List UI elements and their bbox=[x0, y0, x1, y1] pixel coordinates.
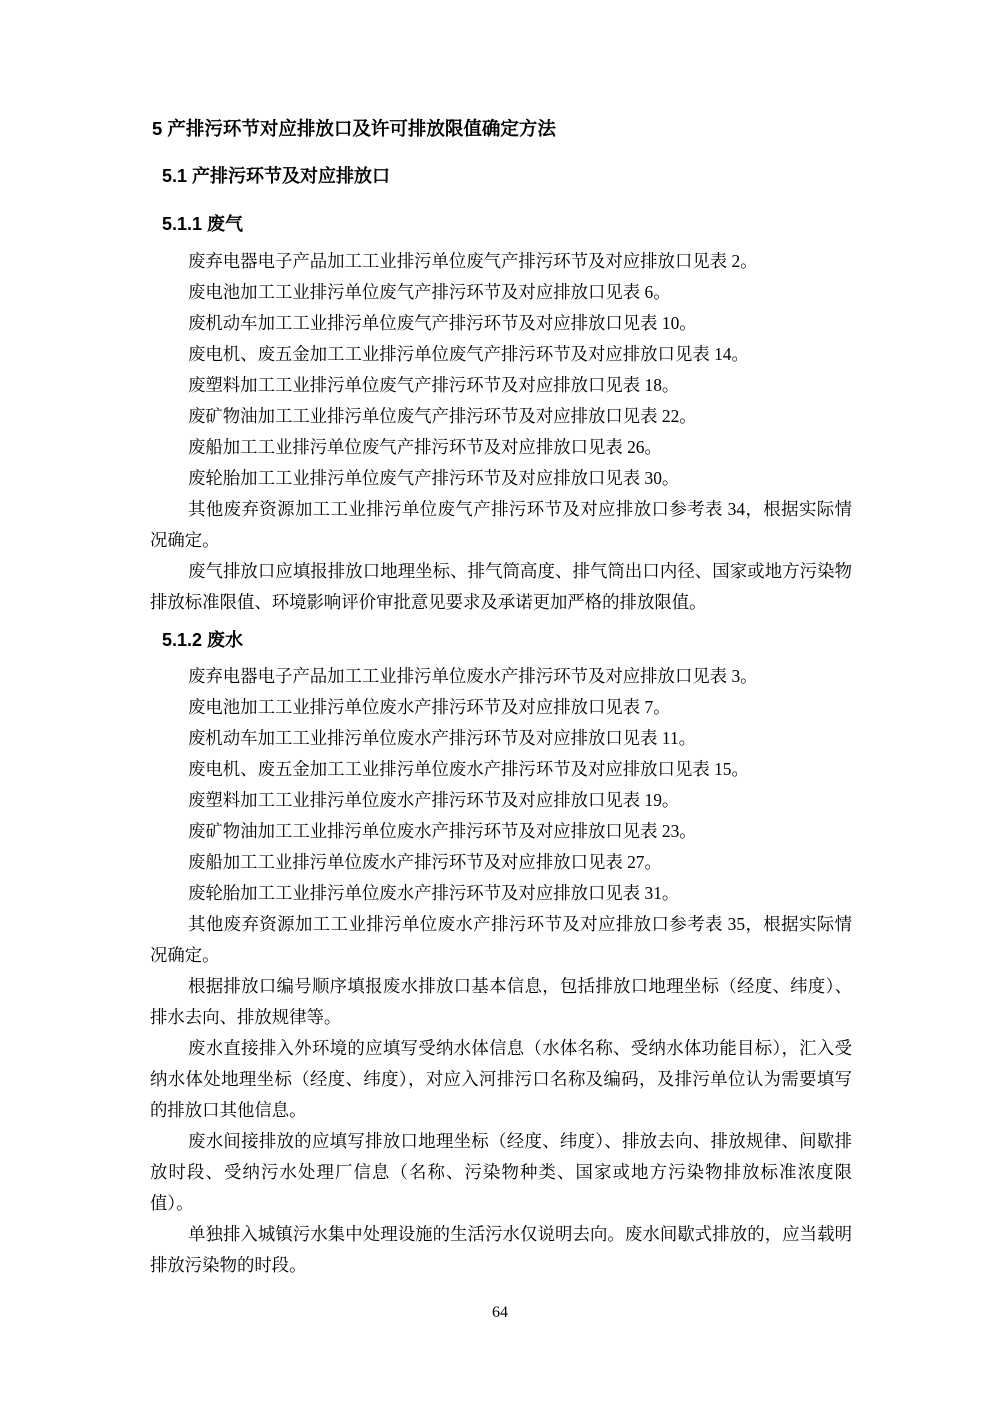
waste-water-paragraph-1: 废弃电器电子产品加工工业排污单位废水产排污环节及对应排放口见表 3。 bbox=[188, 666, 758, 686]
waste-water-paragraph-3: 废机动车加工工业排污单位废水产排污环节及对应排放口见表 11。 bbox=[188, 728, 697, 748]
waste-water-paragraph-13: 单独排入城镇污水集中处理设施的生活污水仅说明去向。废水间歇式排放的，应当载明排放污染物的时段。 bbox=[150, 1224, 852, 1275]
waste-gas-paragraph-9: 其他废弃资源加工工业排污单位废气产排污环节及对应排放口参考表 34，根据实际情况确定。 bbox=[150, 499, 852, 550]
waste-gas-paragraph-2: 废电池加工工业排污单位废气产排污环节及对应排放口见表 6。 bbox=[188, 282, 671, 302]
document-content bbox=[150, 0, 852, 1281]
waste-gas-paragraph-5: 废塑料加工工业排污单位废气产排污环节及对应排放口见表 18。 bbox=[188, 375, 680, 395]
waste-water-paragraph-8: 废轮胎加工工业排污单位废水产排污环节及对应排放口见表 31。 bbox=[188, 883, 680, 903]
waste-water-paragraph-5: 废塑料加工工业排污单位废水产排污环节及对应排放口见表 19。 bbox=[188, 790, 680, 810]
page-number: 64 bbox=[492, 1304, 508, 1321]
waste-gas-paragraph-10: 废气排放口应填报排放口地理坐标、排气筒高度、排气筒出口内径、国家或地方污染物排放标准限值、环境影响评价审批意见要求及承诺更加严格的排放限值。 bbox=[150, 561, 852, 612]
section-5-1-heading: 5.1 产排污环节及对应排放口 bbox=[162, 166, 391, 186]
waste-water-paragraph-10: 根据排放口编号顺序填报废水排放口基本信息，包括排放口地理坐标（经度、纬度）、排水去向、排放规律等。 bbox=[150, 976, 852, 1027]
waste-water-paragraph-11: 废水直接排入外环境的应填写受纳水体信息（水体名称、受纳水体功能目标），汇入受纳水体处地理坐标（经度、纬度），对应入河排污口名称及编码，及排污单位认为需要填写的排放口其他信息。 bbox=[150, 1038, 852, 1120]
section-5-1-2-heading: 5.1.2 废水 bbox=[162, 630, 244, 650]
waste-gas-paragraph-3: 废机动车加工工业排污单位废气产排污环节及对应排放口见表 10。 bbox=[188, 313, 697, 333]
waste-gas-paragraph-7: 废船加工工业排污单位废气产排污环节及对应排放口见表 26。 bbox=[188, 437, 662, 457]
waste-water-paragraph-4: 废电机、废五金加工工业排污单位废水产排污环节及对应排放口见表 15。 bbox=[188, 759, 749, 779]
waste-gas-paragraph-8: 废轮胎加工工业排污单位废气产排污环节及对应排放口见表 30。 bbox=[188, 468, 680, 488]
section-5-heading: 5 产排污环节对应排放口及许可排放限值确定方法 bbox=[152, 118, 556, 139]
waste-water-paragraph-9: 其他废弃资源加工工业排污单位废水产排污环节及对应排放口参考表 35，根据实际情况确定。 bbox=[150, 914, 852, 965]
waste-gas-paragraph-4: 废电机、废五金加工工业排污单位废气产排污环节及对应排放口见表 14。 bbox=[188, 344, 749, 364]
waste-water-paragraph-2: 废电池加工工业排污单位废水产排污环节及对应排放口见表 7。 bbox=[188, 697, 671, 717]
waste-water-paragraph-6: 废矿物油加工工业排污单位废水产排污环节及对应排放口见表 23。 bbox=[188, 821, 697, 841]
waste-gas-paragraph-6: 废矿物油加工工业排污单位废气产排污环节及对应排放口见表 22。 bbox=[188, 406, 697, 426]
section-5-1-1-heading: 5.1.1 废气 bbox=[162, 214, 244, 234]
waste-water-paragraph-7: 废船加工工业排污单位废水产排污环节及对应排放口见表 27。 bbox=[188, 852, 662, 872]
waste-gas-paragraph-1: 废弃电器电子产品加工工业排污单位废气产排污环节及对应排放口见表 2。 bbox=[188, 251, 758, 271]
waste-water-paragraph-12: 废水间接排放的应填写排放口地理坐标（经度、纬度）、排放去向、排放规律、间歇排放时段、受纳污水处理厂信息（名称、污染物种类、国家或地方污染物排放标准浓度限值）。 bbox=[150, 1131, 852, 1213]
